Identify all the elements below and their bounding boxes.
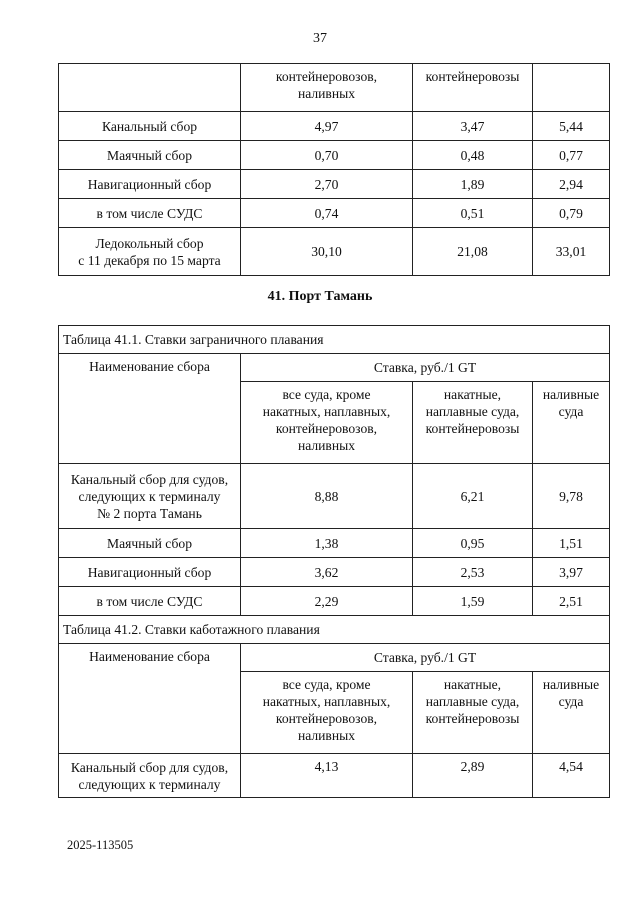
- document-id: 2025-113505: [67, 838, 134, 852]
- rate-value-cell: 0,48: [413, 141, 533, 170]
- rate-value-cell: 4,97: [241, 112, 413, 141]
- rate-value-cell: 3,62: [241, 558, 413, 587]
- rate-value-cell: 2,51: [533, 587, 610, 616]
- rate-value-cell: 3,47: [413, 112, 533, 141]
- rate-value-cell: 5,44: [533, 112, 610, 141]
- rate-header: Ставка, руб./1 GT: [241, 644, 610, 672]
- rate-value-cell: 4,54: [533, 754, 610, 798]
- fee-name-cell: Ледокольный сбор с 11 декабря по 15 марта: [59, 228, 241, 276]
- table-41-1: [58, 325, 610, 616]
- table-row: [59, 558, 610, 587]
- fee-name-cell: в том числе СУДС: [59, 199, 241, 228]
- column-header: все суда, кроме накатных, наплавных, контейнеровозов, наливных: [241, 672, 413, 754]
- column-header: все суда, кроме накатных, наплавных, контейнеровозов, наливных: [241, 382, 413, 464]
- header-cell: [59, 64, 241, 112]
- name-column-header: Наименование сбора: [59, 354, 241, 464]
- fee-name-cell: Навигационный сбор: [59, 170, 241, 199]
- rate-value-cell: 8,88: [241, 464, 413, 529]
- name-column-header: Наименование сбора: [59, 644, 241, 754]
- fee-name-cell: Маячный сбор: [59, 141, 241, 170]
- rate-value-cell: 0,74: [241, 199, 413, 228]
- rate-value-cell: 0,70: [241, 141, 413, 170]
- table-row: [59, 228, 610, 276]
- rate-header: Ставка, руб./1 GT: [241, 354, 610, 382]
- table-row: [59, 754, 610, 798]
- table-row: [59, 529, 610, 558]
- rate-value-cell: 1,89: [413, 170, 533, 199]
- rate-value-cell: 4,13: [241, 754, 413, 798]
- rate-value-cell: 9,78: [533, 464, 610, 529]
- rate-value-cell: 2,29: [241, 587, 413, 616]
- table-row: [59, 199, 610, 228]
- rate-value-cell: 1,59: [413, 587, 533, 616]
- table-41-2: [58, 615, 610, 798]
- rate-value-cell: 0,51: [413, 199, 533, 228]
- rate-value-cell: 2,70: [241, 170, 413, 199]
- fee-name-cell: Канальный сбор для судов, следующих к терминалу: [59, 754, 241, 798]
- rate-value-cell: 1,51: [533, 529, 610, 558]
- fee-name-cell: в том числе СУДС: [59, 587, 241, 616]
- table-row: [59, 587, 610, 616]
- table-caption: Таблица 41.1. Ставки заграничного плавания: [59, 326, 610, 354]
- fee-name-cell: Маячный сбор: [59, 529, 241, 558]
- fee-name-cell: Канальный сбор для судов, следующих к терминалу № 2 порта Тамань: [59, 464, 241, 529]
- column-header: накатные, наплавные суда, контейнеровозы: [413, 672, 533, 754]
- rate-value-cell: 30,10: [241, 228, 413, 276]
- top-continuation-table: [58, 63, 610, 276]
- column-header: наливные суда: [533, 672, 610, 754]
- column-header: накатные, наплавные суда, контейнеровозы: [413, 382, 533, 464]
- table-header-row: [59, 64, 610, 112]
- rate-value-cell: 3,97: [533, 558, 610, 587]
- rate-value-cell: 33,01: [533, 228, 610, 276]
- page-number: 37: [313, 31, 327, 46]
- table-row: [59, 464, 610, 529]
- fee-name-cell: Канальный сбор: [59, 112, 241, 141]
- header-cell: [533, 64, 610, 112]
- rate-value-cell: 1,38: [241, 529, 413, 558]
- table-row: [59, 112, 610, 141]
- rate-value-cell: 2,94: [533, 170, 610, 199]
- table-row: [59, 141, 610, 170]
- rate-value-cell: 21,08: [413, 228, 533, 276]
- rate-value-cell: 0,79: [533, 199, 610, 228]
- fee-name-cell: Навигационный сбор: [59, 558, 241, 587]
- rate-value-cell: 0,95: [413, 529, 533, 558]
- header-cell: контейнеровозов, наливных: [241, 64, 413, 112]
- rate-value-cell: 2,89: [413, 754, 533, 798]
- header-cell: контейнеровозы: [413, 64, 533, 112]
- table-row: [59, 170, 610, 199]
- table-caption: Таблица 41.2. Ставки каботажного плавания: [59, 616, 610, 644]
- section-heading: 41. Порт Тамань: [267, 289, 373, 304]
- column-header: наливные суда: [533, 382, 610, 464]
- rate-value-cell: 0,77: [533, 141, 610, 170]
- rate-value-cell: 6,21: [413, 464, 533, 529]
- rate-value-cell: 2,53: [413, 558, 533, 587]
